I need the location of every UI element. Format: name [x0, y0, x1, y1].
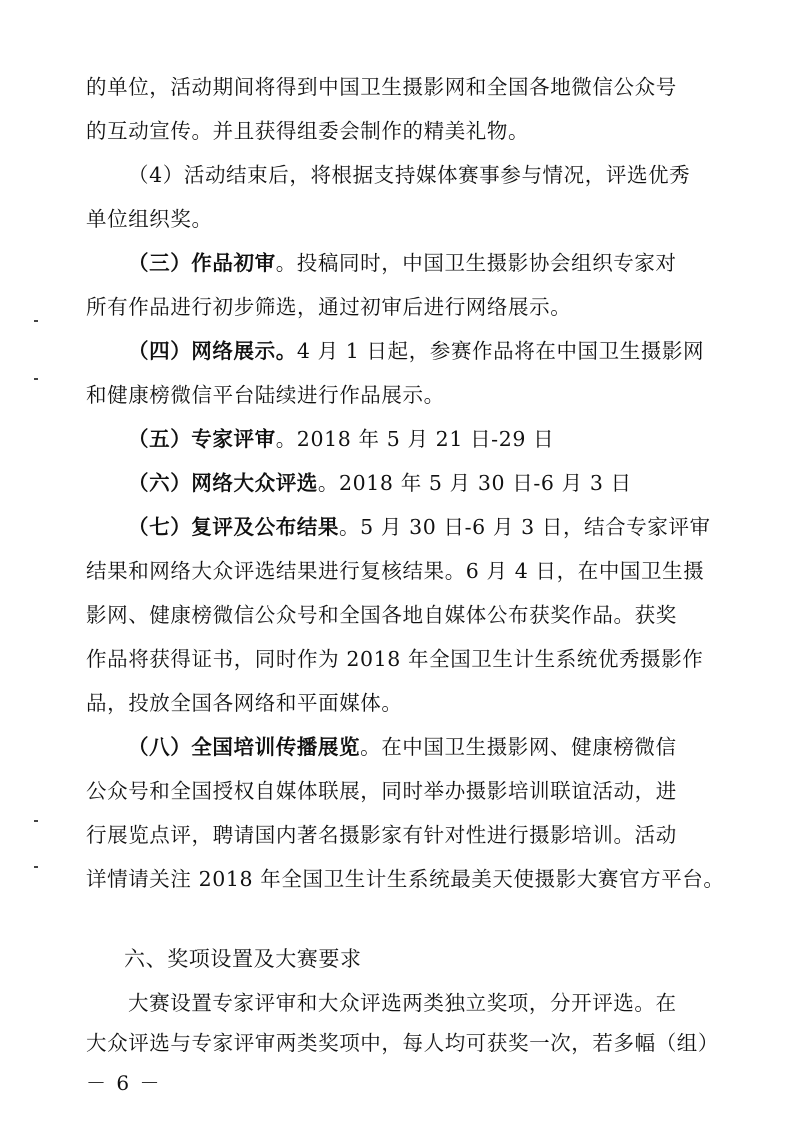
item-line	[128, 336, 704, 366]
body-line: 单位组织奖。	[86, 207, 213, 231]
scan-mark	[34, 866, 38, 868]
body-line: 的单位，活动期间将得到中国卫生摄影网和全国各地微信公众号	[86, 75, 677, 99]
item-label: （七）复评及公布结果	[128, 515, 339, 539]
item-text: 。2018 年 5 月 21 日-29 日	[275, 427, 555, 451]
body-line: 影网、健康榜微信公众号和全国各地自媒体公布获奖作品。获奖	[86, 603, 677, 627]
item-label: （六）网络大众评选	[128, 471, 318, 495]
body-line: （4）活动结束后，将根据支持媒体赛事参与情况，评选优秀	[128, 163, 691, 187]
body-line: 公众号和全国授权自媒体联展，同时举办摄影培训联谊活动，进	[86, 779, 677, 803]
item-text: 。投稿同时，中国卫生摄影协会组织专家对	[275, 251, 677, 275]
body-line: 品，投放全国各网络和平面媒体。	[86, 691, 403, 715]
item-line	[128, 468, 632, 498]
item-text: 。在中国卫生摄影网、健康榜微信	[360, 735, 677, 759]
body-line: 结果和网络大众评选结果进行复核结果。6 月 4 日，在中国卫生摄	[86, 559, 705, 583]
item-text: 。5 月 30 日-6 月 3 日，结合专家评审	[339, 515, 711, 539]
body-line: 和健康榜微信平台陆续进行作品展示。	[86, 383, 445, 407]
page-number: － 6 －	[86, 1071, 162, 1095]
body-line: 大众评选与专家评审两类奖项中，每人均可获奖一次，若多幅（组）	[86, 1031, 719, 1055]
item-label: （四）网络展示。	[128, 339, 297, 363]
section-heading: 六、奖项设置及大赛要求	[124, 947, 362, 971]
item-label: （八）全国培训传播展览	[128, 735, 361, 759]
scan-mark	[34, 820, 38, 822]
body-line: 详情请关注 2018 年全国卫生计生系统最美天使摄影大赛官方平台。	[86, 867, 725, 891]
item-text: 4 月 1 日起，参赛作品将在中国卫生摄影网	[296, 339, 705, 363]
item-label: （三）作品初审	[128, 251, 276, 275]
body-line: 的互动宣传。并且获得组委会制作的精美礼物。	[86, 119, 530, 143]
body-line: 所有作品进行初步筛选，通过初审后进行网络展示。	[86, 295, 572, 319]
scan-mark	[34, 320, 38, 322]
item-text: 。2018 年 5 月 30 日-6 月 3 日	[317, 471, 632, 495]
item-line	[128, 512, 711, 542]
item-label: （五）专家评审	[128, 427, 276, 451]
item-line	[128, 424, 554, 454]
body-line: 行展览点评，聘请国内著名摄影家有针对性进行摄影培训。活动	[86, 823, 677, 847]
scan-mark	[34, 378, 38, 380]
item-line	[128, 248, 677, 278]
body-line: 作品将获得证书，同时作为 2018 年全国卫生计生系统优秀摄影作	[86, 647, 704, 671]
body-line: 大赛设置专家评审和大众评选两类独立奖项，分开评选。在	[128, 991, 677, 1015]
item-line	[128, 732, 677, 762]
